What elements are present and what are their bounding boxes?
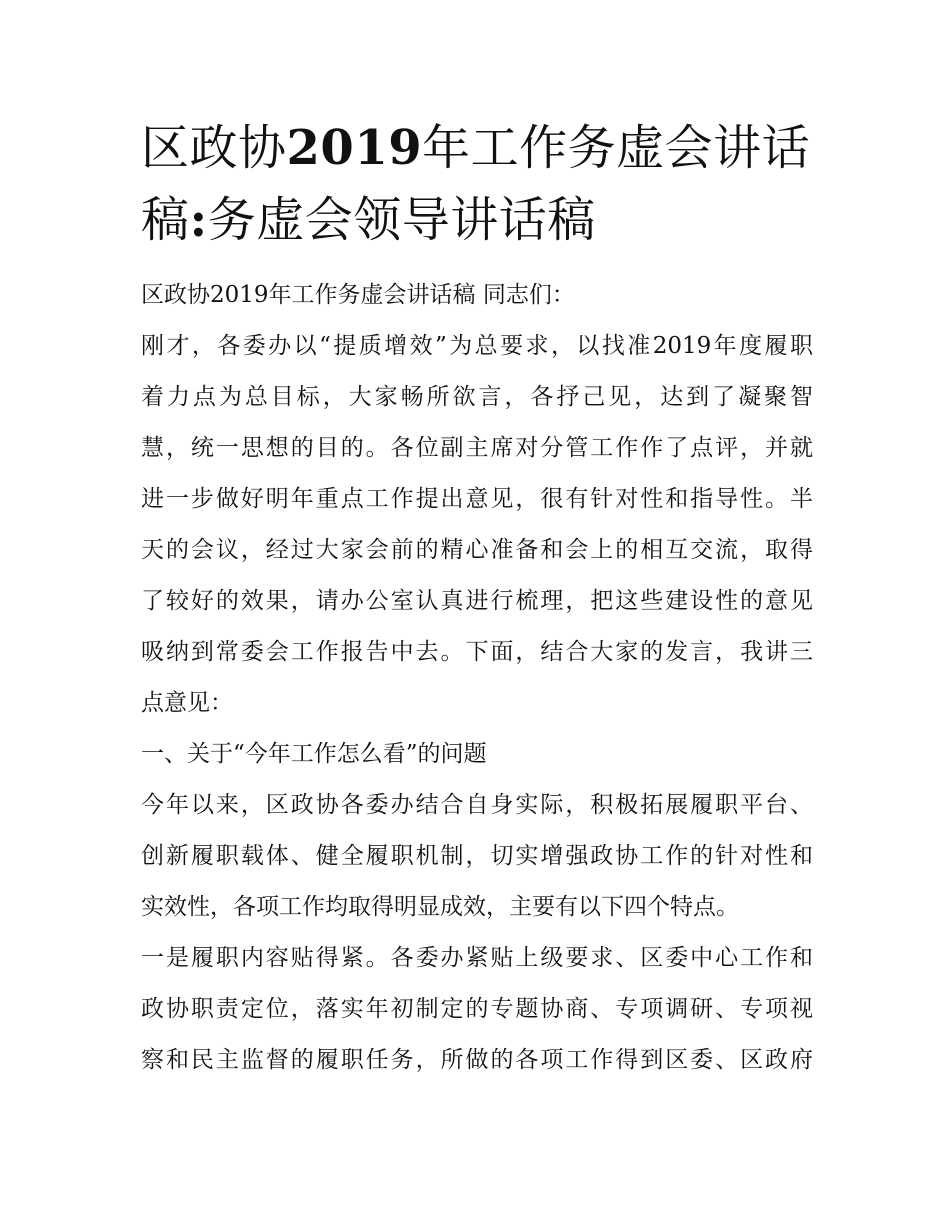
body-line: 创新履职载体、健全履职机制，切实增强政协工作的针对性和 <box>141 843 813 869</box>
body-line: 着力点为总目标，大家畅所欲言，各抒己见，达到了凝聚智 <box>141 384 813 410</box>
document-title <box>141 112 813 256</box>
body-line: 实效性，各项工作均取得明显成效，主要有以下四个特点。 <box>141 894 739 920</box>
document-page <box>141 112 813 1086</box>
title-part: 务虚会领导讲话稿 <box>207 192 596 248</box>
title-line-2 <box>141 184 813 256</box>
body-line: 一是履职内容贴得紧。各委办紧贴上级要求、区委中心工作和 <box>141 945 813 971</box>
document-body <box>141 270 813 1086</box>
body-line: 区政协2019年工作务虚会讲话稿 同志们： <box>141 282 575 308</box>
title-year: 2019 <box>286 120 423 176</box>
title-colon: : <box>189 192 208 248</box>
title-part: 稿 <box>141 192 190 248</box>
body-line: 点意见： <box>141 690 233 716</box>
body-line: 吸纳到常委会工作报告中去。下面，结合大家的发言，我讲三 <box>141 639 813 665</box>
body-line: 刚才，各委办以“提质增效”为总要求，以找准2019年度履职 <box>141 333 813 359</box>
body-line: 一、关于“今年工作怎么看”的问题 <box>141 741 487 767</box>
body-line: 天的会议，经过大家会前的精心准备和会上的相互交流，取得 <box>141 537 813 563</box>
body-line: 今年以来，区政协各委办结合自身实际，积极拓展履职平台、 <box>141 792 813 818</box>
body-line: 了较好的效果，请办公室认真进行梳理，把这些建设性的意见 <box>141 588 813 614</box>
title-part: 年工作务虚会讲话 <box>422 120 811 176</box>
body-line: 进一步做好明年重点工作提出意见，很有针对性和指导性。半 <box>141 486 813 512</box>
body-line: 慧，统一思想的目的。各位副主席对分管工作作了点评，并就 <box>141 435 813 461</box>
title-line-1 <box>141 112 813 184</box>
body-line: 政协职责定位，落实年初制定的专题协商、专项调研、专项视 <box>141 996 813 1022</box>
title-part: 区政协 <box>141 120 287 176</box>
body-line: 察和民主监督的履职任务，所做的各项工作得到区委、区政府 <box>141 1047 813 1073</box>
